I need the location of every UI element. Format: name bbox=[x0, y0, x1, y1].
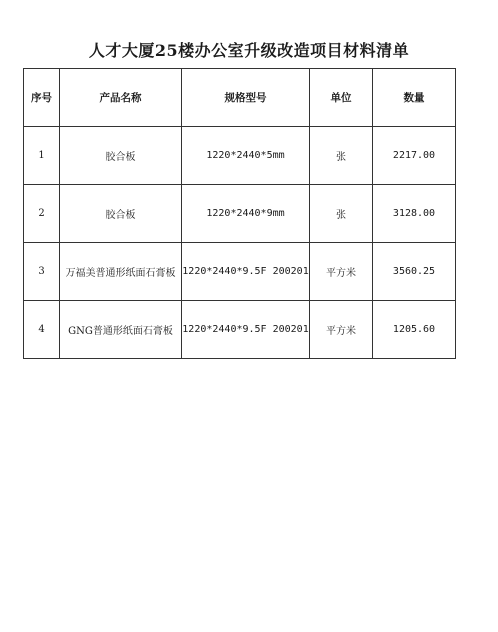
table-row bbox=[24, 185, 456, 243]
header-product-name: 产品名称 bbox=[60, 69, 182, 127]
cell-index: 4 bbox=[24, 301, 60, 359]
header-quantity: 数量 bbox=[373, 69, 456, 127]
cell-quantity: 3560.25 bbox=[373, 243, 456, 301]
cell-product-name: 胶合板 bbox=[60, 127, 182, 185]
cell-index: 1 bbox=[24, 127, 60, 185]
cell-unit: 平方米 bbox=[310, 301, 373, 359]
table-row bbox=[24, 301, 456, 359]
document-title: 人才大厦25楼办公室升级改造项目材料清单 bbox=[88, 41, 410, 60]
table-header-row bbox=[24, 69, 456, 127]
cell-spec: 1220*2440*9mm bbox=[182, 185, 310, 243]
cell-unit: 张 bbox=[310, 185, 373, 243]
cell-product-name: 万福美普通形纸面石膏板 bbox=[60, 243, 182, 301]
cell-product-name: 胶合板 bbox=[60, 185, 182, 243]
header-index: 序号 bbox=[24, 69, 60, 127]
cell-spec: 1220*2440*5mm bbox=[182, 127, 310, 185]
header-unit: 单位 bbox=[310, 69, 373, 127]
cell-index: 3 bbox=[24, 243, 60, 301]
cell-product-name: GNG普通形纸面石膏板 bbox=[60, 301, 182, 359]
table-row bbox=[24, 243, 456, 301]
cell-index: 2 bbox=[24, 185, 60, 243]
cell-unit: 张 bbox=[310, 127, 373, 185]
cell-quantity: 2217.00 bbox=[373, 127, 456, 185]
header-spec: 规格型号 bbox=[182, 69, 310, 127]
cell-spec: 1220*2440*9.5F 200201 bbox=[182, 301, 310, 359]
cell-unit: 平方米 bbox=[310, 243, 373, 301]
cell-spec: 1220*2440*9.5F 200201 bbox=[182, 243, 310, 301]
cell-quantity: 3128.00 bbox=[373, 185, 456, 243]
cell-quantity: 1205.60 bbox=[373, 301, 456, 359]
materials-table bbox=[23, 68, 456, 359]
table-row bbox=[24, 127, 456, 185]
